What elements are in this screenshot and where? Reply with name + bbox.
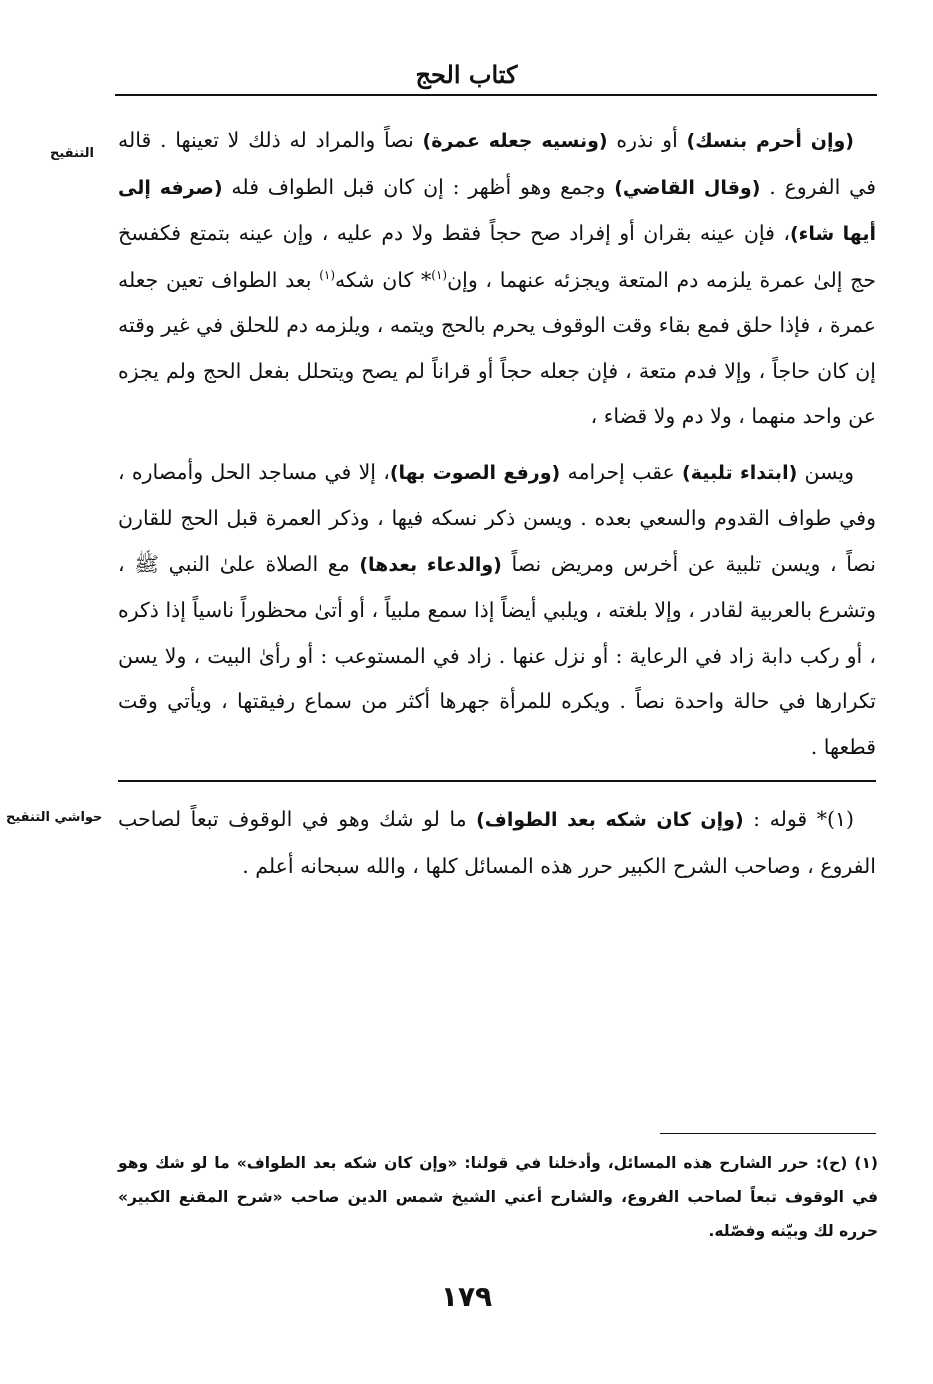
hawashi-text [118, 796, 876, 889]
bold-phrase: (وإن كان شكه بعد الطواف) [476, 809, 744, 831]
bold-phrase: (صرفه إلى أيها شاء) [118, 176, 876, 245]
text-run: عقب إحرامه [560, 459, 683, 484]
footnote-divider [660, 1133, 876, 1134]
running-header-title: كتاب الحج [415, 60, 518, 89]
footnote-marker: (١) [319, 267, 336, 282]
header-rule [115, 94, 877, 96]
bold-phrase: (ابتداء تلبية) [682, 461, 798, 484]
bold-phrase: (وقال القاضي) [614, 176, 761, 199]
hawashi-paragraph [118, 796, 876, 889]
hawashi-divider [118, 780, 876, 782]
text-run: نصاً والمراد له ذلك لا تعينها . قاله في الفروع . [118, 128, 876, 199]
text-run: وجمع وهو أظهر : إن كان قبل الطواف فله [222, 174, 615, 199]
bold-phrase: (وإن أحرم بنسك) [686, 130, 854, 152]
main-paragraph-2 [118, 450, 876, 771]
margin-label-hawashi: حواشي التنقيح [6, 810, 103, 825]
footnote-marker: (١) [431, 267, 448, 282]
text-run: ويسن [797, 459, 855, 484]
text-run: بعد الطواف تعين جعله عمرة ، فإذا حلق فمع بقاء وقت الوقوف يحرم بالحج ويتمه ، ويلزمه دم للحلق في غير وقته إن كان حاجاً ، وإلا فدم متعة ، فإن جعله حجاً أو قراناً لم يصح ويتحلل بفعل الحج ولم يجزه عن واحد منهما ، ولا دم ولا قضاء ، [118, 267, 876, 428]
main-text [118, 118, 876, 770]
text-run: ما لو شك وهو في الوقوف تبعاً لصاحب الفروع ، وصاحب الشرح الكبير حرر هذه المسائل كلها ، والله سبحانه أعلم . [118, 807, 876, 878]
text-run: (١)* قوله : [743, 807, 854, 831]
text-run: ، فإن عينه بقران أو إفراد صح حجاً فقط ولا دم عليه ، وإن عينه بتمتع فكفسخ حج إلىٰ عمرة يلزمه دم المتعة ويجزئه عنهما ، وإن [118, 221, 877, 292]
text-run: ، إلا في مساجد الحل وأمصاره ، وفي طواف القدوم والسعي بعده . ويسن ذكر نسكه فيها ، وذكر العمرة قبل الحج للقارن نصاً ، ويسن تلبية عن أخرس ومريض نصاً [118, 459, 876, 576]
text-run: أو نذره [607, 128, 687, 152]
bold-phrase: (ونسيه جعله عمرة) [422, 130, 608, 152]
page-number: ١٧٩ [440, 1280, 493, 1313]
footnote-text: (١) (ح): حرر الشارح هذه المسائل، وأدخلنا في قولنا: «وإن كان شكه بعد الطواف» ما لو شك وهو في الوقوف تبعاً لصاحب الفروع، والشارح أعني الشيخ شمس الدين صاحب «شرح المقنع الكبير» حرره لك وبيّنه وفصّله. [118, 1154, 878, 1240]
margin-label-tanqih: التنقيح [50, 146, 94, 161]
text-run: مع الصلاة علىٰ النبي ﷺ ، وتشرع بالعربية لقادر ، وإلا بلغته ، ويلبي أيضاً إذا سمع ملبياً ، أو أتىٰ محظوراً ناسياً إذا ذكره ، أو ركب دابة زاد في الرعاية : أو نزل عنها . زاد في المستوعب : أو رأىٰ البيت ، ولا يسن تكرارها في حالة واحدة نصاً . ويكره للمرأة جهرها أكثر من سماع رفيقتها ، ويأتي وقت قطعها . [118, 551, 876, 759]
main-paragraph-1 [118, 118, 876, 440]
bold-phrase: (والدعاء بعدها) [359, 553, 502, 576]
bold-phrase: (ورفع الصوت بها) [389, 461, 561, 484]
text-run: * كان شكه [335, 267, 432, 292]
